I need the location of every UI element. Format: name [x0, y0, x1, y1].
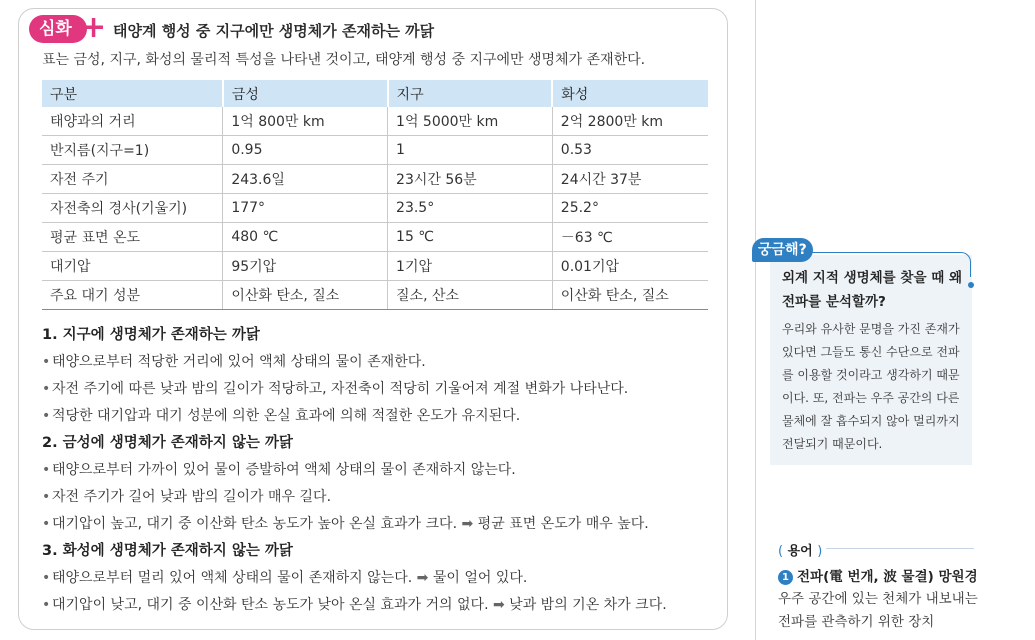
bullet-item [42, 349, 712, 376]
table-header: 구분 [42, 80, 223, 107]
table-row [42, 136, 708, 165]
section-heading: 1. 지구에 생명체가 존재하는 까닭 [42, 327, 260, 343]
bullet-text: 태양으로부터 가까이 있어 물이 증발하여 액체 상태의 물이 존재하지 않는다. [52, 462, 516, 478]
table-header-row [42, 80, 708, 107]
sidebar-answer: 우리와 유사한 문명을 가진 존재가 있다면 그들도 통신 수단으로 전파를 이용할 것이라고 생각하기 때문이다. 또, 전파는 우주 공간의 다른 물체에 잘 흡수되지 않아 멀리까지 전달되기 때문이다. [782, 322, 960, 451]
arrow-right-icon: ➡ [457, 516, 478, 532]
table-cell: 243.6일 [223, 165, 388, 194]
explanation-sections [42, 322, 712, 619]
section-heading: 2. 금성에 생명체가 존재하지 않는 까닭 [42, 435, 293, 451]
table-cell: 자전축의 경사(기울기) [42, 194, 223, 223]
table-row [42, 194, 708, 223]
bullet-icon: • [42, 462, 51, 478]
bullet-icon: • [42, 381, 51, 397]
table-cell: 1기압 [388, 252, 553, 281]
term-header [778, 540, 822, 559]
table-cell: 반지름(지구=1) [42, 136, 223, 165]
bullet-item [42, 457, 712, 484]
table-cell: 1억 5000만 km [388, 107, 553, 136]
bullet-result: 낮과 밤의 기온 차가 크다. [509, 597, 667, 613]
table-cell: 0.95 [223, 136, 388, 165]
table-cell: 1억 800만 km [223, 107, 388, 136]
arrow-right-icon: ➡ [488, 597, 510, 613]
bullet-text: 대기압이 낮고, 대기 중 이산화 탄소 농도가 낮아 온실 효과가 거의 없다. [52, 597, 489, 613]
table-header: 지구 [388, 80, 553, 107]
table-row [42, 252, 708, 281]
table-cell: 24시간 37분 [552, 165, 708, 194]
bullet-text: 태양으로부터 적당한 거리에 있어 액체 상태의 물이 존재한다. [52, 354, 426, 370]
table-cell: 25.2° [552, 194, 708, 223]
bullet-icon: • [42, 489, 51, 505]
table-cell: 480 ℃ [223, 223, 388, 252]
paren-close-icon: ) [817, 544, 823, 559]
plus-icon: + [81, 10, 107, 45]
planet-table [42, 80, 708, 310]
table-cell: －63 ℃ [552, 223, 708, 252]
term-label: 용어 [787, 544, 813, 559]
bullet-text: 적당한 대기압과 대기 성분에 의한 온실 효과에 의해 적절한 온도가 유지된다. [52, 408, 521, 424]
table-cell: 평균 표면 온도 [42, 223, 223, 252]
table-cell: 이산화 탄소, 질소 [223, 281, 388, 310]
table-cell: 태양과의 거리 [42, 107, 223, 136]
bullet-result: 평균 표면 온도가 매우 높다. [477, 516, 649, 532]
box-title: 태양계 행성 중 지구에만 생명체가 존재하는 까닭 [113, 22, 435, 40]
table-cell: 23시간 56분 [388, 165, 553, 194]
advanced-badge: 심화 [29, 15, 87, 43]
table-cell: 주요 대기 성분 [42, 281, 223, 310]
table-row [42, 281, 708, 310]
table-cell: 0.01기압 [552, 252, 708, 281]
divider [826, 548, 974, 549]
section-heading: 3. 화성에 생명체가 존재하지 않는 까닭 [42, 543, 293, 559]
bullet-item [42, 565, 712, 592]
table-row [42, 165, 708, 194]
table-header: 화성 [552, 80, 708, 107]
bullet-text: 자전 주기에 따른 낮과 밤의 길이가 적당하고, 자전축이 적당히 기울어져 계절 변화가 나타난다. [52, 381, 629, 397]
bullet-item [42, 511, 712, 538]
bullet-text: 자전 주기가 길어 낮과 밤의 길이가 매우 길다. [52, 489, 332, 505]
intro-text: 표는 금성, 지구, 화성의 물리적 특성을 나타낸 것이고, 태양계 행성 중 지구에만 생명체가 존재한다. [42, 52, 646, 68]
table-cell: 177° [223, 194, 388, 223]
table-cell: 95기압 [223, 252, 388, 281]
curious-badge: 궁금해? [752, 238, 813, 262]
table-cell: 23.5° [388, 194, 553, 223]
bullet-item [42, 376, 712, 403]
bullet-icon: • [42, 570, 51, 586]
sidebar-question: 외계 지적 생명체를 찾을 때 왜 전파를 분석할까? [782, 270, 962, 310]
column-divider [755, 0, 756, 640]
bullet-text: 태양으로부터 멀리 있어 액체 상태의 물이 존재하지 않는다. [52, 570, 413, 586]
table-cell: 대기압 [42, 252, 223, 281]
bullet-icon: • [42, 408, 51, 424]
table-body [42, 107, 708, 310]
table-row [42, 107, 708, 136]
bullet-item [42, 403, 712, 430]
table-row [42, 223, 708, 252]
bullet-item [42, 592, 712, 619]
table-cell: 1 [388, 136, 553, 165]
bullet-icon: • [42, 597, 51, 613]
term-number-badge: 1 [778, 570, 793, 585]
bullet-text: 대기압이 높고, 대기 중 이산화 탄소 농도가 높아 온실 효과가 크다. [52, 516, 458, 532]
table-cell: 자전 주기 [42, 165, 223, 194]
term-name: 전파(電 번개, 波 물결) 망원경 [797, 569, 978, 585]
table-cell: 15 ℃ [388, 223, 553, 252]
bullet-icon: • [42, 354, 51, 370]
arrow-right-icon: ➡ [412, 570, 433, 586]
table-cell: 0.53 [552, 136, 708, 165]
bullet-item [42, 484, 712, 511]
term-entry [778, 565, 978, 585]
bullet-result: 물이 얼어 있다. [432, 570, 528, 586]
table-header: 금성 [223, 80, 388, 107]
table-cell: 질소, 산소 [388, 281, 553, 310]
paren-open-icon: ( [778, 544, 784, 559]
bullet-icon: • [42, 516, 51, 532]
table-cell: 이산화 탄소, 질소 [552, 281, 708, 310]
table-cell: 2억 2800만 km [552, 107, 708, 136]
term-description: 우주 공간에 있는 천체가 내보내는 전파를 관측하기 위한 장치 [778, 591, 978, 630]
